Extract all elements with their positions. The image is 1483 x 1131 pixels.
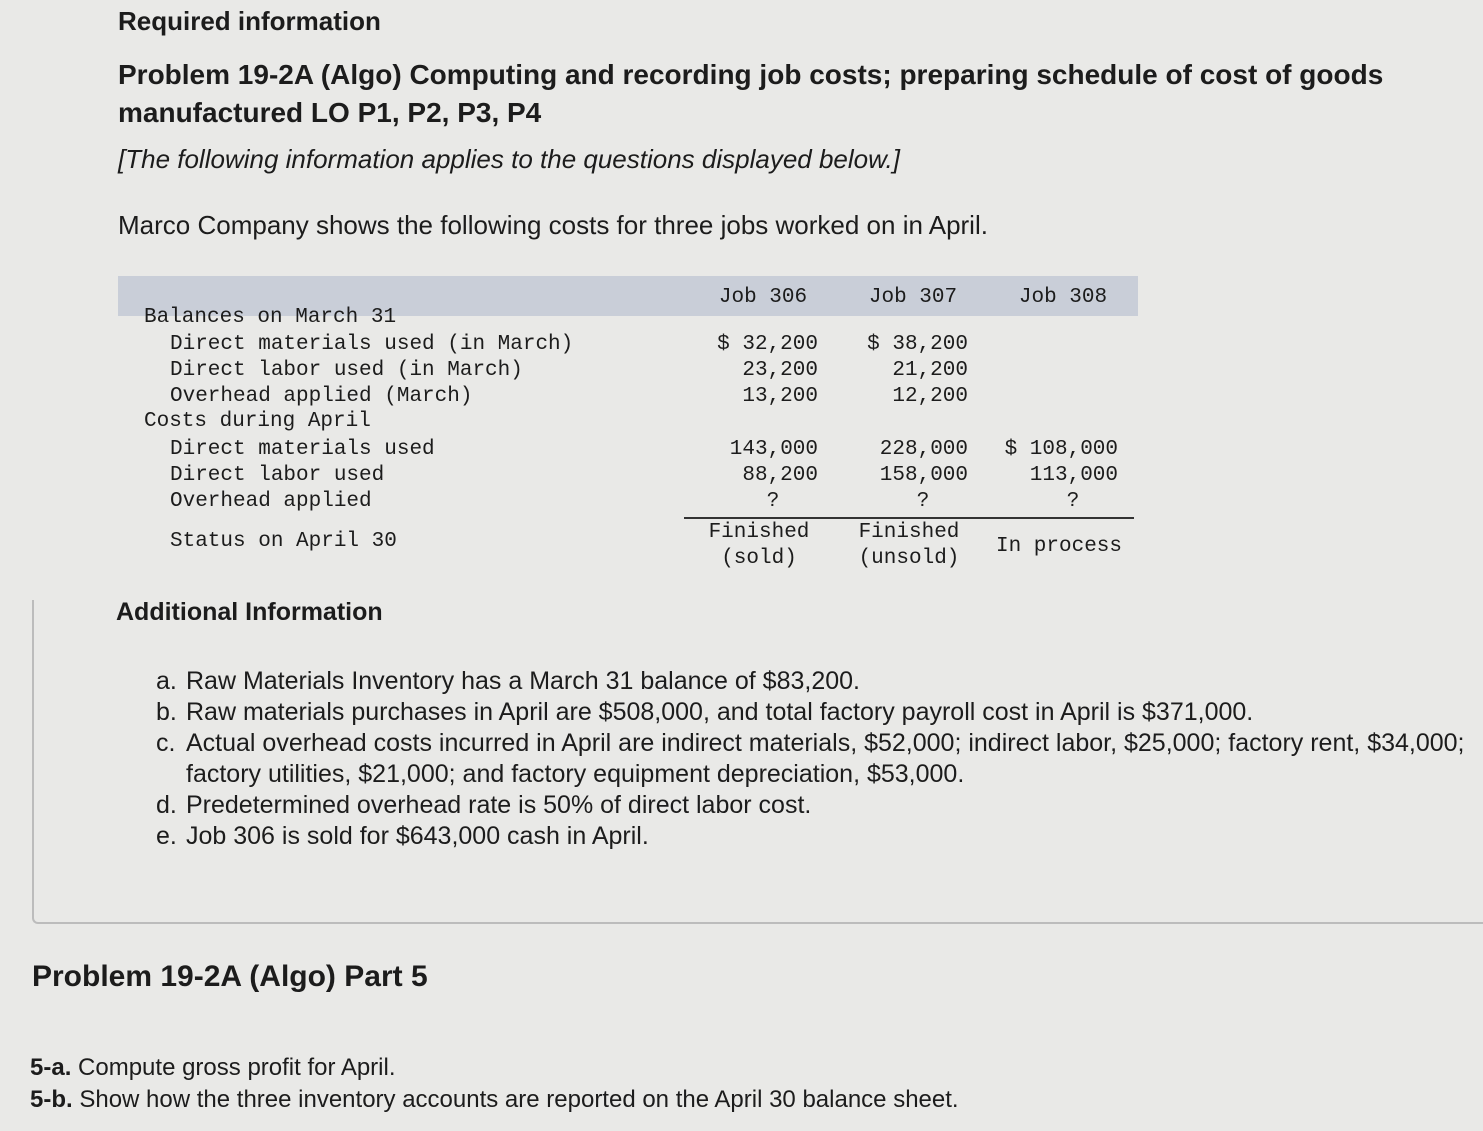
additional-information-heading: Additional Information <box>116 598 383 626</box>
job-cost-table <box>118 276 1138 576</box>
cell-job-308: $ 108,000 <box>1004 438 1118 461</box>
row-label: Direct labor used <box>170 464 385 487</box>
question-list <box>30 1052 959 1116</box>
row-label: Direct materials used (in March) <box>170 333 574 356</box>
column-job-306: Job 306 <box>718 286 808 309</box>
row-label: Direct materials used <box>170 438 435 461</box>
table-row <box>118 438 1138 464</box>
table-row <box>118 385 1138 411</box>
item-text: Actual overhead costs incurred in April are indirect materials, $52,000; indirect labor, $25,000; factory rent, $34,000; factory utilities, $21,000; and factory equipment depreciation, $53,000. <box>186 729 1465 788</box>
question-item <box>30 1052 959 1084</box>
table-row <box>118 333 1138 359</box>
problem-title: Problem 19-2A (Algo) Computing and recording job costs; preparing schedule of cost of goods manufactured LO P1, P2, P3, P4 <box>118 59 1384 128</box>
part-title: Problem 19-2A (Algo) Part 5 <box>32 960 428 993</box>
item-letter: c. <box>156 729 176 757</box>
status-job-306 <box>684 520 834 572</box>
item-text: Job 306 is sold for $643,000 cash in April. <box>186 822 649 850</box>
cell-job-307: 158,000 <box>879 464 968 487</box>
item-text: Raw Materials Inventory has a March 31 balance of $83,200. <box>186 667 860 695</box>
row-label: Balances on March 31 <box>144 306 397 329</box>
list-item <box>156 790 1466 821</box>
question-item <box>30 1084 959 1116</box>
table-total-rule <box>684 517 1134 519</box>
cell-job-306: 143,000 <box>729 438 818 461</box>
required-information-heading: Required information <box>118 6 381 36</box>
cell-job-306: 13,200 <box>742 385 818 408</box>
table-row <box>118 306 1138 332</box>
cell-job-306: $ 32,200 <box>717 333 818 356</box>
item-letter: b. <box>156 698 177 726</box>
list-item <box>156 666 1466 697</box>
row-label: Overhead applied <box>170 490 372 513</box>
status-line: In process <box>995 535 1123 558</box>
question-text: Compute gross profit for April. <box>78 1054 396 1081</box>
item-letter: d. <box>156 791 177 819</box>
cell-job-308: ? <box>1066 490 1080 513</box>
row-label: Overhead applied (March) <box>170 385 473 408</box>
status-line: Finished <box>708 521 810 544</box>
cell-job-307: 21,200 <box>892 359 968 382</box>
item-text: Predetermined overhead rate is 50% of direct labor cost. <box>186 791 812 819</box>
intro-note: [The following information applies to the questions displayed below.] <box>118 144 900 174</box>
cell-job-307: $ 38,200 <box>867 333 968 356</box>
cell-job-307: ? <box>916 490 930 513</box>
row-label: Costs during April <box>144 410 371 433</box>
column-job-308: Job 308 <box>1018 286 1108 309</box>
status-job-307 <box>834 520 984 572</box>
item-letter: a. <box>156 667 177 695</box>
table-row <box>118 410 1138 436</box>
status-line: (sold) <box>721 547 797 570</box>
question-number: 5-a. <box>30 1054 72 1081</box>
table-row <box>118 464 1138 490</box>
status-line: Finished <box>858 521 960 544</box>
list-item <box>156 728 1466 790</box>
cell-job-306: ? <box>766 490 780 513</box>
table-row <box>118 490 1138 516</box>
list-item <box>156 697 1466 728</box>
cell-job-307: 12,200 <box>892 385 968 408</box>
additional-information-list <box>156 666 1466 852</box>
cell-job-307: 228,000 <box>879 438 968 461</box>
row-label: Direct labor used (in March) <box>170 359 523 382</box>
cell-job-306: 88,200 <box>742 464 818 487</box>
company-intro: Marco Company shows the following costs for three jobs worked on in April. <box>118 210 988 240</box>
list-item <box>156 821 1466 852</box>
cell-job-308: 113,000 <box>1029 464 1118 487</box>
question-number: 5-b. <box>30 1086 73 1113</box>
table-row <box>118 359 1138 385</box>
item-text: Raw materials purchases in April are $508,000, and total factory payroll cost in April is $371,000. <box>186 698 1254 726</box>
row-label: Status on April 30 <box>170 530 397 553</box>
item-letter: e. <box>156 822 177 850</box>
cell-job-306: 23,200 <box>742 359 818 382</box>
status-line: (unsold) <box>858 547 960 570</box>
column-job-307: Job 307 <box>868 286 958 309</box>
question-text: Show how the three inventory accounts are reported on the April 30 balance sheet. <box>79 1086 959 1113</box>
status-job-308 <box>984 534 1134 560</box>
